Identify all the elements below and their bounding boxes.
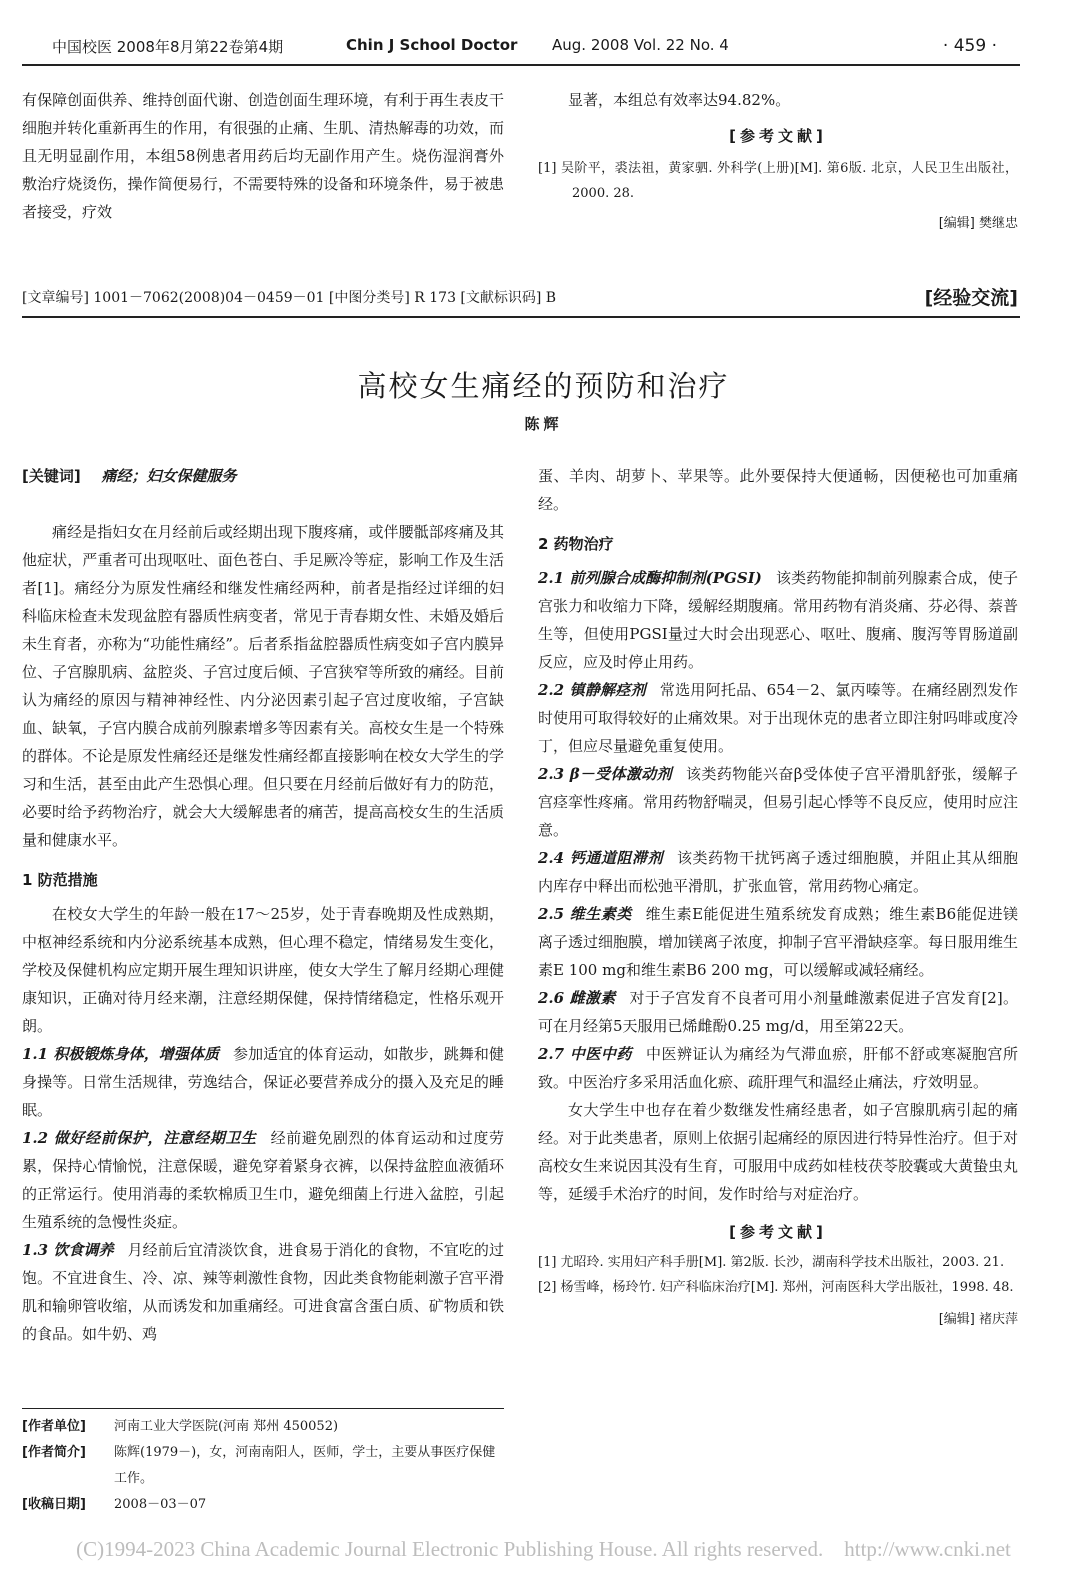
page-number: · 459 · <box>942 36 997 56</box>
section-1-2: 1.2 做好经前保护，注意经期卫生 经前避免剧烈的体育运动和过度劳累，保持心情愉悦，注意保暖，避免穿着紧身衣裤，以保持盆腔血液循环的正常运行。使用消毒的柔软棉质卫生巾，避免细菌上行进入盆腔，引起生殖系统的急慢性炎症。 <box>22 1129 504 1231</box>
section-2-1: 2.1 前列腺合成酶抑制剂(PGSI) 该类药物能抑制前列腺素合成，使子宫张力和收缩力下降，缓解经期腹痛。常用药物有消炎痛、芬必得、萘普生等，但使用PGSI量过大时会出现恶心、呕吐、腹痛、腹泻等胃肠道副反应，应及时停止用药。 <box>538 569 1019 671</box>
section-2-4: 2.4 钙通道阻滞剂 该类药物干扰钙离子透过细胞膜，并阻止其从细胞内库存中释出而松弛平滑肌，扩张血管，常用药物心痛定。 <box>538 849 1018 895</box>
article-identifiers: [文章编号] 1001－7062(2008)04－0459－01 [中图分类号] R 173 [文献标识码] B <box>22 290 557 306</box>
header-issue-en: Aug. 2008 Vol. 22 No. 4 <box>552 36 729 54</box>
section-2-5: 2.5 维生素类 维生素E能促进生殖系统发育成熟；维生素B6能促进镁离子透过细胞膜，增加镁离子浓度，抑制子宫平滑缺痉挛。每日服用维生素E 100 mg和维生素B6 200 mg，可以缓解或减轻痛经。 <box>538 905 1019 979</box>
section-1-3-label: 1.3 饮食调养 <box>22 1241 114 1259</box>
keywords-label: [关键词] <box>22 467 81 485</box>
closing-paragraph: 女大学生中也存在着少数继发性痛经患者，如子宫腺肌病引起的痛经。对于此类患者，原则上依据引起痛经的原因进行特异性治疗。但于对高校女生来说因其没有生育，可服用中成药如桂枝茯苓胶囊或大黄蛰虫丸等，延缓手术治疗的时间，发作时给与对症治疗。 <box>538 1101 1019 1203</box>
prev-editor-credit: [编辑] 樊继忠 <box>938 216 1018 231</box>
author-name: 陈辉 <box>524 415 563 433</box>
section-1-1: 1.1 积极锻炼身体，增强体质 参加适宜的体育运动，如散步，跳舞和健身操等。日常生活规律，劳逸结合，保证必要营养成分的摄入及充足的睡眠。 <box>22 1045 504 1119</box>
reference-item-1: [1] 尤昭玲. 实用妇产科手册[M]. 第2版. 长沙，湖南科学技术出版社，2003. 21. <box>538 1255 1005 1270</box>
section-1-paragraph: 在校女大学生的年龄一般在17～25岁，处于青春晚期及性成熟期，中枢神经系统和内分泌系统基本成熟，但心理不稳定，情绪易发生变化，学校及保健机构应定期开展生理知识讲座，使女大学生了解月经期心理健康知识，正确对待月经来潮，注意经期保健，保持情绪稳定，性格乐观开朗。 <box>22 905 504 1035</box>
article-title: 高校女生痛经的预防和治疗 <box>357 369 730 403</box>
prev-article-paragraph-end: 显著，本组总有效率达94.82%。 <box>568 91 791 109</box>
section-1-3: 1.3 饮食调养 月经前后宜清淡饮食，进食易于消化的食物，不宜吃的过饱。不宜进食生、冷、凉、辣等刺激性食物，因此类食物能刺激子宫平滑肌和输卵管收缩，从而诱发和加重痛经。可进食富含蛋白质、矿物质和铁的食品。如牛奶、鸡 <box>22 1241 504 1343</box>
section-1-heading: 1 防范措施 <box>22 871 98 889</box>
section-1-2-label: 1.2 做好经前保护，注意经期卫生 <box>22 1129 257 1147</box>
keywords: 痛经；妇女保健服务 <box>101 467 237 485</box>
intro-paragraph: 痛经是指妇女在月经前后或经期出现下腹疼痛，或伴腰骶部疼痛及其他症状，严重者可出现呕吐、面色苍白、手足厥冷等症，影响工作及生活者[1]。痛经分为原发性痛经和继发性痛经两种，前者是指经过详细的妇科临床检查未发现盆腔有器质性病变者，常见于青春期女性、未婚及婚后未生育者，亦称为“功能性痛经”。后者系指盆腔器质性病变如子宫内膜异位、子宫腺肌病、盆腔炎、子宫过度后倾、子宫狭窄等所致的痛经。目前认为痛经的原因与精神神经性、内分泌因素引起子宫过度收缩，子宫缺血、缺氧，子宫内膜合成前列腺素增多等因素有关。高校女生是一个特殊的群体。不论是原发性痛经还是继发性痛经都直接影响在校女大学生的学习和生活，甚至由此产生恐惧心理。但只要在月经前后做好有力的防范，必要时给予药物治疗，就会大大缓解患者的痛苦，提高高校女生的生活质量和健康水平。 <box>22 523 504 849</box>
section-2-6: 2.6 雌激素 对于子宫发育不良者可用小剂量雌激素促进子宫发育[2]。可在月经第5天服用已烯雌酚0.25 mg/d，用至第22天。 <box>538 989 1018 1035</box>
reference-item-2: [2] 杨雪峰，杨玲竹. 妇产科临床治疗[M]. 郑州，河南医科大学出版社，1998. 48. <box>538 1280 1014 1295</box>
header-rule <box>22 64 1020 66</box>
article-info-rule <box>22 316 1020 318</box>
prev-article-left-column <box>22 86 504 226</box>
editor-credit: [编辑] 褚庆萍 <box>938 1312 1018 1327</box>
footnote-date: [收稿日期] 2008－03－07 <box>22 1497 207 1512</box>
section-2-3: 2.3 β－受体激动剂 该类药物能兴奋β受体使子宫平滑肌舒张，缓解子宫痉挛性疼痛。常用药物舒喘灵，但易引起心悸等不良反应，使用时应注意。 <box>538 765 1019 839</box>
keywords-line <box>22 462 504 490</box>
article-left-column <box>22 462 504 1348</box>
section-1-1-label: 1.1 积极锻炼身体，增强体质 <box>22 1045 220 1063</box>
prev-reference-item: [1] 吴阶平，裘法祖，黄家驷. 外科学(上册)[M]. 第6版. 北京，人民卫生出版社，2000. 28. <box>538 161 1018 201</box>
section-2-2: 2.2 镇静解痉剂 常选用阿托品、654－2、氯丙嗪等。在痛经剧烈发作时使用可取得较好的止痛效果。对于出现休克的患者立即注射吗啡或度冷丁，但应尽量避免重复使用。 <box>538 681 1019 755</box>
copyright-watermark: (C)1994-2023 China Academic Journal Electronic Publishing House. All rights reserved. http://www.cnki.net <box>76 1537 1011 1561</box>
header-journal-en: Chin J School Doctor <box>346 36 518 54</box>
prev-article-right-column <box>538 86 1018 238</box>
author-footnote <box>22 1414 504 1518</box>
footnote-bio: [作者简介] 陈辉(1979－)，女，河南南阳人，医师，学士，主要从事医疗保健工作。 <box>22 1445 496 1486</box>
header-journal-cn: 中国校医 2008年8月第22卷第4期 <box>52 38 284 56</box>
article-info-line <box>22 283 1020 313</box>
footnote-unit: [作者单位] 河南工业大学医院(河南 郑州 450052) <box>22 1419 339 1434</box>
section-2-7: 2.7 中医中药 中医辨证认为痛经为气滞血瘀，肝郁不舒或寒凝胞宫所致。中医治疗多采用活血化瘀、疏肝理气和温经止痛法，疗效明显。 <box>538 1045 1018 1091</box>
running-header <box>52 36 1027 62</box>
continued-paragraph: 蛋、羊肉、胡萝卜、苹果等。此外要保持大便通畅，因便秘也可加重痛经。 <box>538 467 1018 513</box>
article-right-column <box>538 462 1018 1334</box>
section-2-heading: 2 药物治疗 <box>538 535 614 553</box>
references-heading: [参考文献] <box>729 1223 827 1241</box>
column-label: [经验交流] <box>924 287 1018 309</box>
prev-references-heading: [参考文献] <box>729 127 827 145</box>
footnote-rule <box>22 1408 504 1409</box>
prev-article-paragraph: 有保障创面供养、维持创面代谢、创造创面生理环境，有利于再生表皮干细胞并转化重新再生的作用，有很强的止痛、生肌、清热解毒的功效，而且无明显副作用，本组58例患者用药后均无副作用产生。烧伤湿润膏外敷治疗烧烫伤，操作简便易行，不需要特殊的设备和环境条件，易于被患者接受，疗效 <box>22 91 504 221</box>
